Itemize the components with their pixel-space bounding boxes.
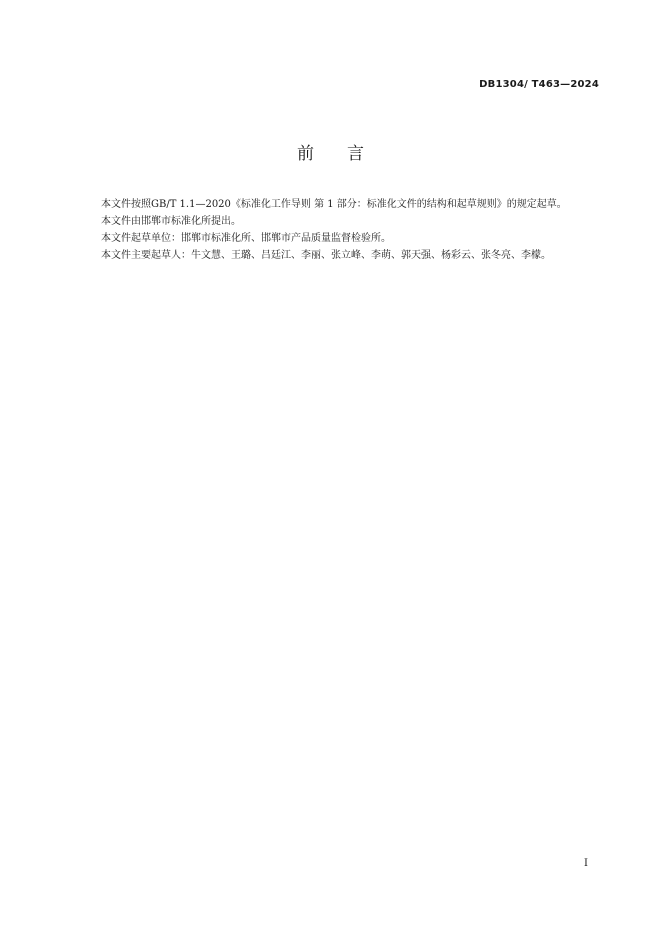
foreword-body: [80, 198, 600, 266]
paragraph-drafters: 本文件主要起草人：牛文慧、王璐、吕廷江、李丽、张立峰、李萌、郭天强、杨彩云、张冬亮、李檬。: [101, 250, 551, 261]
paragraph-drafting-units: 本文件起草单位：邯郸市标准化所、邯郸市产品质量监督检验所。: [101, 233, 391, 244]
page-title: [0, 139, 662, 164]
paragraph-drafting-rules: 本文件按照GB/T 1.1—2020《标准化工作导则 第 1 部分：标准化文件的结构和起草规则》的规定起草。: [101, 199, 567, 210]
page-number: I: [584, 858, 588, 869]
paragraph-proposer: 本文件由邯郸市标准化所提出。: [101, 216, 241, 227]
document-code: DB1304/ T463—2024: [479, 79, 599, 90]
title-char-2: 言: [347, 144, 365, 164]
title-char-1: 前: [297, 144, 315, 164]
